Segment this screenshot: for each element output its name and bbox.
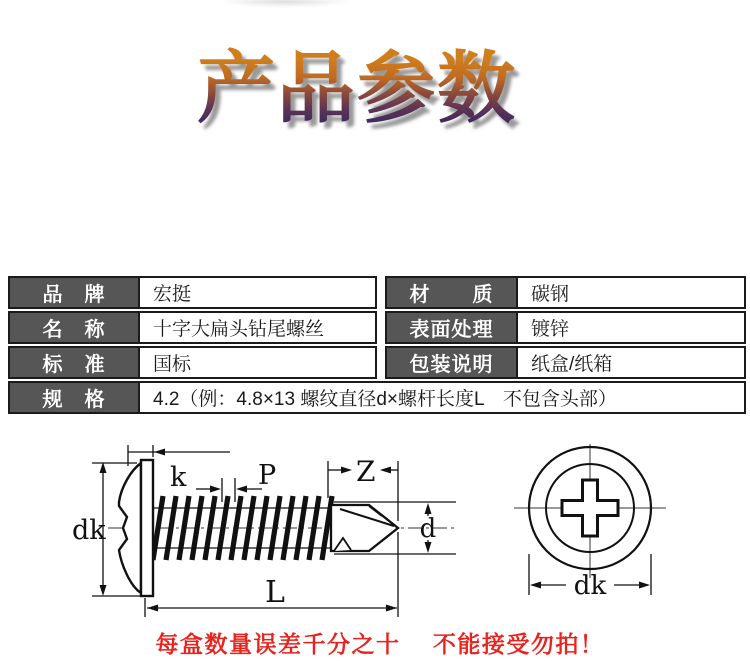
dim-label-l: L (265, 575, 285, 610)
spec-value-brand: 宏挺 (140, 276, 377, 309)
spec-value-size: 4.2（例：4.8×13 螺纹直径d×螺杆长度L 不包含头部） (140, 381, 746, 414)
footer-warning-text: 每盒数量误差千分之十 不能接受勿拍！ (155, 631, 605, 657)
dim-label-p: P (258, 460, 277, 491)
spec-label-brand: 品 牌 (8, 276, 140, 309)
spec-label-size: 规 格 (8, 381, 140, 414)
dim-label-d: d (419, 514, 437, 544)
table-gutter (377, 346, 385, 379)
spec-value-packaging: 纸盒/纸箱 (518, 346, 746, 379)
spec-table (8, 276, 746, 414)
page-title: 产品参数 (0, 46, 714, 132)
dim-label-dk: dk (72, 515, 106, 546)
spec-label-name: 名 称 (8, 311, 140, 344)
dim-label-k: k (170, 462, 187, 493)
screw-head (119, 460, 153, 596)
top-view (514, 444, 666, 601)
spec-value-name: 十字大扁头钻尾螺丝 (140, 311, 377, 344)
spec-value-surface: 镀锌 (518, 311, 746, 344)
spec-label-packaging: 包装说明 (385, 346, 518, 379)
side-view (72, 445, 458, 617)
phillips-cross-recess (562, 480, 618, 536)
spec-value-material: 碳钢 (518, 276, 746, 309)
top-edge-artifact (222, 0, 348, 7)
table-gutter (377, 311, 385, 344)
drill-point (331, 505, 398, 551)
spec-value-standard: 国标 (140, 346, 377, 379)
spec-label-standard: 标 准 (8, 346, 140, 379)
dim-label-z: Z (356, 455, 376, 488)
spec-label-surface: 表面处理 (385, 311, 518, 344)
dim-label-dk-top-view: dk (573, 571, 607, 601)
table-gutter (377, 276, 385, 309)
spec-label-material: 材 质 (385, 276, 518, 309)
